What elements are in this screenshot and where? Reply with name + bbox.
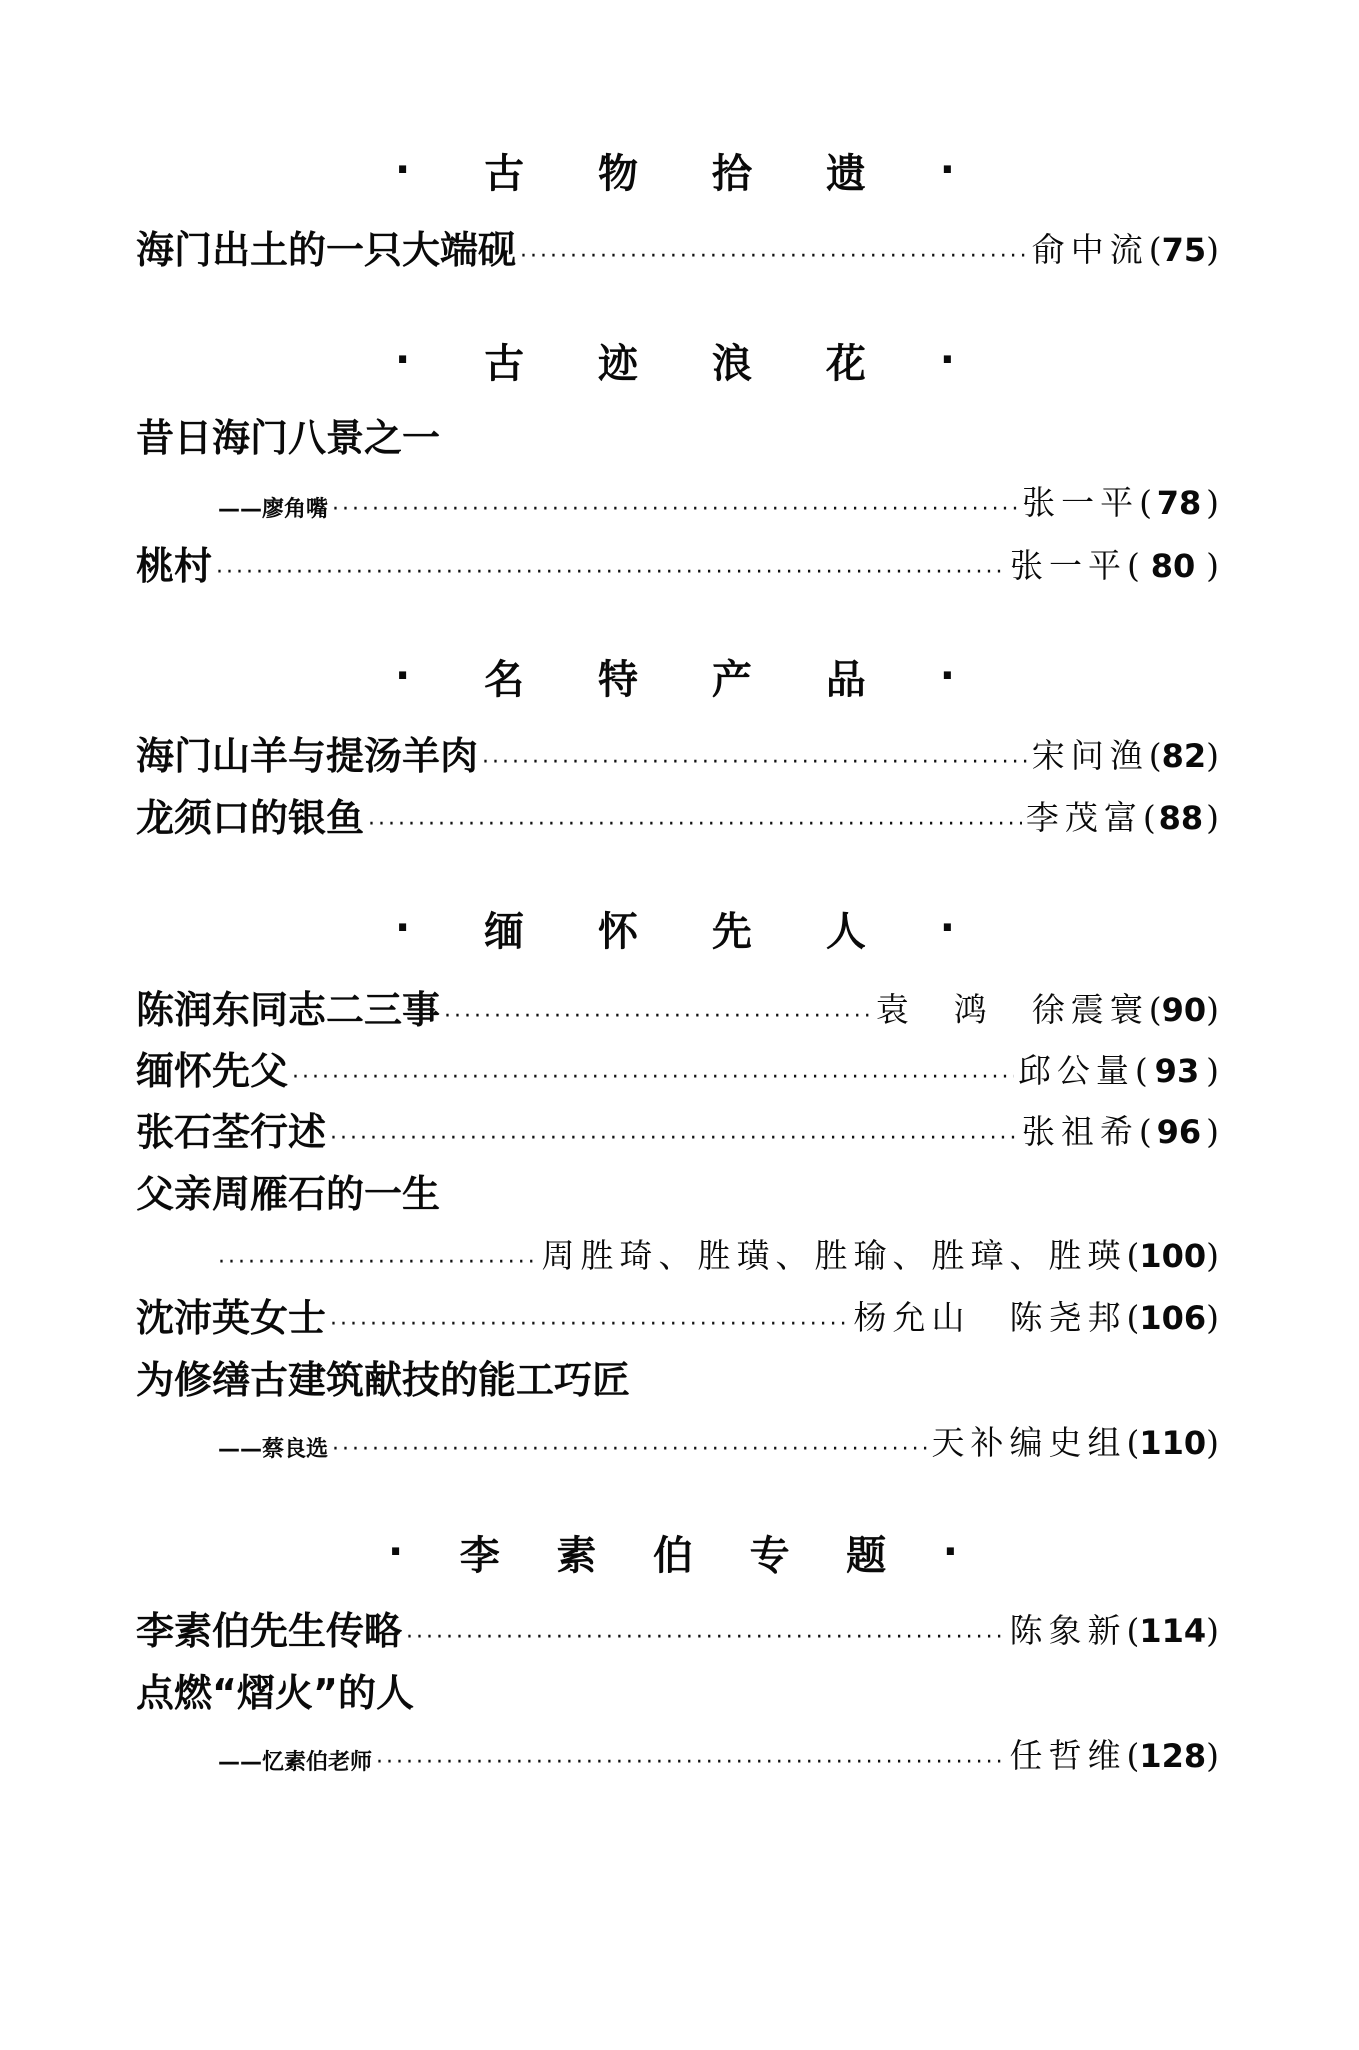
dot-leader xyxy=(330,1118,1018,1160)
entry-page: ( 128 ) xyxy=(1126,1728,1219,1784)
heading-char: 特 xyxy=(598,656,639,703)
section-heading-4 xyxy=(395,898,955,958)
bullet: · xyxy=(939,147,955,193)
section-heading-1 xyxy=(395,140,955,200)
page-number: 88 xyxy=(1158,799,1204,837)
heading-char: 迹 xyxy=(598,340,639,387)
bullet: · xyxy=(388,1529,404,1575)
toc-entry[interactable] xyxy=(218,475,1219,531)
heading-char: 物 xyxy=(598,150,639,197)
entry-page: ( 75 ) xyxy=(1149,222,1219,278)
bullet: · xyxy=(939,653,955,699)
dot-leader xyxy=(368,804,1022,846)
entry-author: 宋问渔 xyxy=(1031,736,1149,775)
page-number: 96 xyxy=(1156,1113,1202,1151)
dot-leader xyxy=(406,1617,1005,1659)
section-heading-2 xyxy=(395,330,955,390)
heading-char: 题 xyxy=(846,1532,887,1579)
page-number: 93 xyxy=(1154,1052,1200,1090)
dot-leader xyxy=(482,742,1028,784)
heading-char: 先 xyxy=(711,908,752,955)
entry-subtitle: ——蔡良选 xyxy=(218,1437,329,1462)
entry-author: 陈象新 xyxy=(1009,1611,1127,1650)
entry-page: ( 90 ) xyxy=(1149,982,1219,1038)
toc-entry[interactable] xyxy=(136,1043,1219,1099)
entry-title: 张石荃行述 xyxy=(136,1110,327,1154)
entry-page: ( 110 ) xyxy=(1126,1415,1219,1471)
entry-page: ( 82 ) xyxy=(1149,728,1219,784)
bullet: · xyxy=(942,1529,958,1575)
entry-subtitle: ——廖角嘴 xyxy=(218,497,329,522)
dot-leader xyxy=(332,1429,927,1471)
entry-title: 海门山羊与提汤羊肉 xyxy=(136,734,479,778)
section-heading-5 xyxy=(388,1522,958,1582)
heading-char: 品 xyxy=(825,656,866,703)
heading-char: 专 xyxy=(749,1532,790,1579)
entry-author: 张一平 xyxy=(1022,483,1140,522)
toc-entry[interactable] xyxy=(218,1228,1219,1284)
entry-author: 张祖希 xyxy=(1021,1112,1139,1151)
dot-leader xyxy=(444,996,872,1038)
bullet: · xyxy=(395,653,411,699)
entry-title: 李素伯先生传略 xyxy=(136,1609,403,1653)
heading-char: 伯 xyxy=(652,1532,693,1579)
entry-title: 龙须口的银鱼 xyxy=(136,796,365,840)
entry-author: 邱公量 xyxy=(1017,1051,1135,1090)
entry-title: 陈润东同志二三事 xyxy=(136,988,441,1032)
entry-author: 俞中流 xyxy=(1031,230,1149,269)
entry-title[interactable]: 为修缮古建筑献技的能工巧匠 xyxy=(136,1358,631,1402)
entry-page: ( 96 ) xyxy=(1139,1104,1219,1160)
heading-char: 素 xyxy=(556,1532,597,1579)
page-number: 82 xyxy=(1161,737,1207,775)
toc-entry[interactable] xyxy=(136,790,1219,846)
dot-leader xyxy=(332,489,1018,531)
bullet: · xyxy=(395,905,411,951)
page-number: 78 xyxy=(1156,484,1202,522)
page-number: 80 xyxy=(1150,547,1196,585)
heading-char: 怀 xyxy=(598,908,639,955)
page-number: 128 xyxy=(1139,1737,1207,1775)
toc-entry[interactable] xyxy=(136,1603,1219,1659)
page-number: 75 xyxy=(1161,231,1207,269)
entry-page: ( 78 ) xyxy=(1139,475,1219,531)
entry-page: ( 80 ) xyxy=(1127,538,1219,594)
entry-title: 海门出土的一只大端砚 xyxy=(136,228,517,272)
entry-title[interactable]: 父亲周雁石的一生 xyxy=(136,1172,441,1216)
entry-title: 桃村 xyxy=(136,544,213,588)
page-number: 110 xyxy=(1139,1424,1207,1462)
entry-author: 袁 鸿 徐震寰 xyxy=(875,990,1149,1029)
toc-entry[interactable] xyxy=(136,982,1219,1038)
entry-author: 任哲维 xyxy=(1009,1736,1127,1775)
toc-entry[interactable] xyxy=(218,1728,1219,1784)
bullet: · xyxy=(395,337,411,383)
page-number: 114 xyxy=(1139,1612,1207,1650)
entry-title: 沈沛英女士 xyxy=(136,1296,327,1340)
heading-char: 古 xyxy=(484,340,525,387)
entry-author: 周胜琦、胜璜、胜瑜、胜璋、胜瑛 xyxy=(541,1236,1127,1275)
page-number: 100 xyxy=(1139,1237,1207,1275)
entry-page: ( 100 ) xyxy=(1126,1228,1219,1284)
heading-char: 李 xyxy=(459,1532,500,1579)
heading-char: 名 xyxy=(484,656,525,703)
entry-subtitle: ——忆素伯老师 xyxy=(218,1750,373,1775)
heading-char: 古 xyxy=(484,150,525,197)
section-heading-3 xyxy=(395,646,955,706)
dot-leader xyxy=(376,1742,1005,1784)
toc-entry[interactable] xyxy=(136,222,1219,278)
heading-char: 人 xyxy=(825,908,866,955)
heading-char: 拾 xyxy=(711,150,752,197)
toc-entry[interactable] xyxy=(136,1104,1219,1160)
entry-author: 天补编史组 xyxy=(931,1423,1127,1462)
dot-leader xyxy=(218,1242,537,1284)
heading-char: 花 xyxy=(825,340,866,387)
page-number: 90 xyxy=(1161,991,1207,1029)
bullet: · xyxy=(939,905,955,951)
entry-page: ( 106 ) xyxy=(1126,1290,1219,1346)
bullet: · xyxy=(939,337,955,383)
dot-leader xyxy=(292,1057,1014,1099)
entry-title[interactable]: 昔日海门八景之一 xyxy=(136,416,441,460)
bullet: · xyxy=(395,147,411,193)
entry-author: 李茂富 xyxy=(1025,798,1143,837)
dot-leader xyxy=(520,236,1028,278)
dot-leader xyxy=(216,552,1006,594)
entry-title: 缅怀先父 xyxy=(136,1049,289,1093)
entry-page: ( 88 ) xyxy=(1143,790,1219,846)
heading-char: 产 xyxy=(711,656,752,703)
entry-author: 张一平 xyxy=(1009,546,1127,585)
page-number: 106 xyxy=(1139,1299,1207,1337)
entry-author: 杨允山 陈尧邦 xyxy=(853,1298,1127,1337)
toc-entry[interactable] xyxy=(136,1290,1219,1346)
heading-char: 浪 xyxy=(711,340,752,387)
toc-entry[interactable] xyxy=(136,538,1219,594)
heading-char: 遗 xyxy=(825,150,866,197)
toc-entry[interactable] xyxy=(136,728,1219,784)
toc-entry[interactable] xyxy=(218,1415,1219,1471)
entry-title[interactable]: 点燃“熠火”的人 xyxy=(136,1671,414,1715)
heading-char: 缅 xyxy=(484,908,525,955)
dot-leader xyxy=(330,1304,849,1346)
entry-page: ( 93 ) xyxy=(1135,1043,1219,1099)
entry-page: ( 114 ) xyxy=(1126,1603,1219,1659)
